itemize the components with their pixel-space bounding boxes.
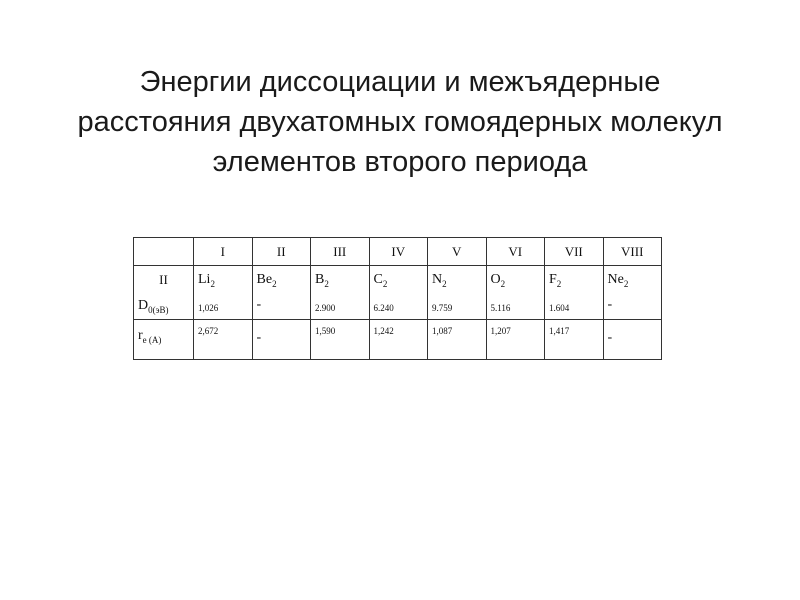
table-cell (252, 266, 311, 320)
re-label-sub: e (A) (142, 334, 162, 345)
title-line-1: Энергии диссоциации и межъядерные (139, 66, 661, 98)
re-label-base: r (138, 328, 143, 343)
element-symbol: Be (256, 272, 273, 287)
element-symbol: Ne (607, 272, 624, 287)
title-line-2: расстояния двухатомных гомоядерных молекул (77, 106, 723, 138)
table-cell (428, 266, 487, 320)
d0-label-base: D (138, 298, 149, 313)
d0-value: 2.900 (315, 302, 336, 313)
table-header-row (134, 238, 662, 266)
table-cell (428, 320, 487, 360)
atom-count: 2 (442, 278, 447, 289)
re-value: - (607, 330, 613, 345)
element-symbol: C (373, 272, 383, 287)
atom-count: 2 (210, 278, 215, 289)
table-cell (194, 320, 253, 360)
re-value: 1,207 (490, 326, 511, 336)
element-symbol: Li (198, 272, 211, 287)
title-line-3: элементов второго периода (212, 146, 588, 178)
d0-label-sub: 0(эВ) (148, 304, 169, 315)
molecule-symbol (315, 272, 365, 289)
table-cell (369, 320, 428, 360)
table-cell (311, 320, 370, 360)
table-cell (194, 266, 253, 320)
atom-count: 2 (272, 278, 277, 289)
molecule-symbol (374, 272, 424, 289)
d0-value: 9.759 (432, 302, 453, 313)
table-cell (603, 320, 662, 360)
molecule-symbol (491, 272, 541, 289)
row-header-re (134, 320, 194, 360)
atom-count: 2 (556, 278, 562, 289)
header-cell-group: I (194, 238, 253, 266)
d0-value: - (607, 296, 613, 312)
atom-count: 2 (382, 278, 388, 289)
element-symbol: N (432, 272, 443, 287)
header-cell-group: VIII (603, 238, 662, 266)
d0-value: 5.116 (490, 302, 511, 313)
element-symbol: B (315, 272, 325, 287)
re-label (138, 328, 189, 345)
re-value: 1,242 (373, 326, 394, 336)
molecule-symbol (432, 272, 482, 289)
period-label: II (159, 272, 168, 287)
header-cell-group: VI (486, 238, 545, 266)
dissociation-table (133, 237, 662, 360)
d0-value: 1,026 (198, 302, 219, 313)
table-cell (486, 266, 545, 320)
header-cell-group: II (252, 238, 311, 266)
molecule-symbol (549, 272, 599, 289)
element-symbol: O (490, 272, 501, 287)
table-cell (603, 266, 662, 320)
molecule-symbol (198, 272, 248, 289)
d0-value: 6.240 (373, 302, 394, 313)
header-cell-group: III (311, 238, 370, 266)
re-value: 1,417 (549, 326, 570, 336)
table-row-dissociation (134, 266, 662, 320)
d0-value: - (256, 296, 262, 312)
molecule-symbol (257, 272, 307, 289)
re-value: 2,672 (198, 326, 219, 336)
slide-title (40, 62, 760, 182)
re-value: 1,590 (315, 326, 336, 336)
d0-value: 1.604 (549, 302, 570, 313)
row-header-d0 (134, 266, 194, 320)
atom-count: 2 (500, 278, 506, 289)
table-cell (545, 320, 604, 360)
table-cell (486, 320, 545, 360)
table-cell (252, 320, 311, 360)
re-value: - (256, 330, 262, 345)
table-cell (545, 266, 604, 320)
re-value: 1,087 (432, 326, 453, 336)
header-cell-group: V (428, 238, 487, 266)
atom-count: 2 (324, 278, 329, 289)
molecule-symbol (608, 272, 658, 289)
element-symbol: F (549, 272, 557, 287)
table-row-distance (134, 320, 662, 360)
header-cell-group: VII (545, 238, 604, 266)
atom-count: 2 (623, 278, 629, 289)
d0-label (138, 298, 189, 315)
table-cell (311, 266, 370, 320)
header-cell-group: IV (369, 238, 428, 266)
header-cell-empty (134, 238, 194, 266)
table-cell (369, 266, 428, 320)
